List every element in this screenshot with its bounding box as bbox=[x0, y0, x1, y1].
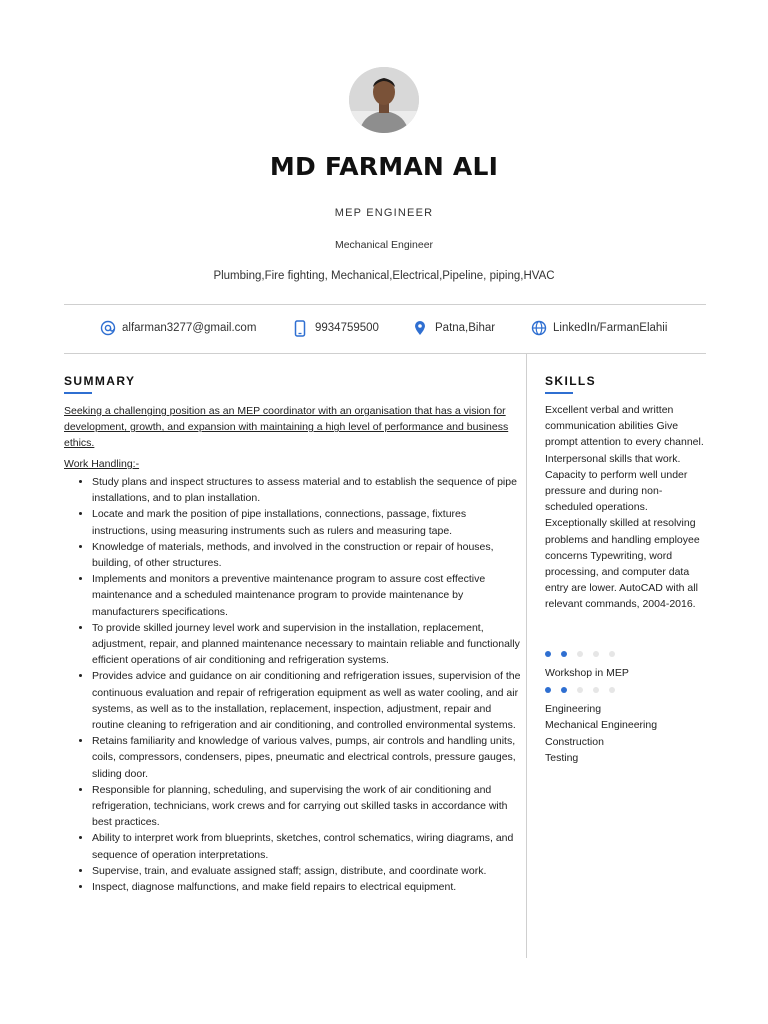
contact-email[interactable] bbox=[100, 319, 256, 337]
profile-photo bbox=[349, 67, 419, 133]
rating-dot bbox=[577, 651, 583, 657]
skills-heading-underline bbox=[545, 392, 573, 394]
duties-list bbox=[76, 474, 524, 895]
skills-heading bbox=[545, 374, 596, 394]
skill-item-testing: Testing bbox=[545, 752, 579, 764]
globe-icon bbox=[531, 320, 547, 336]
workshop-skill: Workshop in MEP bbox=[545, 667, 629, 679]
divider-contact bbox=[64, 353, 706, 354]
rating-dot bbox=[561, 687, 567, 693]
column-divider bbox=[526, 354, 527, 958]
skills-text: Excellent verbal and written communication abilities Give prompt attention to every channel. Interpersonal skills that work. Capacity to perform well under pressure and during non-scheduled operations. Exceptionally skilled at resolving problems and handling employee concerns Typewriting, word processing, and computer data entry are lower. AutoCAD with all relevant commands, 2004-2016. bbox=[545, 404, 704, 611]
summary-heading-text: SUMMARY bbox=[64, 374, 136, 388]
list-item: • Inspect, diagnose malfunctions, and make field repairs to electrical equipment. bbox=[92, 879, 524, 895]
list-item: • Implements and monitors a preventive maintenance program to assure cost effective maintenance and a scheduled maintenance program to provide maintenance by manufacturers specifications. bbox=[92, 571, 524, 620]
location-text: Patna,Bihar bbox=[435, 322, 496, 334]
contact-location bbox=[414, 319, 495, 337]
rating-dot bbox=[609, 687, 615, 693]
list-item: • Responsible for planning, scheduling, and supervising the work of air conditioning and refrigeration, technicians, work crews and for carrying out skilled tasks in accordance with best practices. bbox=[92, 782, 524, 831]
list-item: • Knowledge of materials, methods, and involved in the construction or repair of houses, building, of other structures. bbox=[92, 539, 524, 571]
skill-rating-2 bbox=[545, 687, 615, 693]
skill-item-engineering: Engineering bbox=[545, 703, 602, 715]
skill-item-mechanical-engineering: Mechanical Engineering bbox=[545, 719, 658, 731]
summary-text: Seeking a challenging position as an MEP coordinator with an organisation that has a vision for development, growth, and expansion with maintaining a high level of performance and business ethics. bbox=[64, 405, 509, 450]
rating-dot bbox=[577, 687, 583, 693]
rating-dot bbox=[609, 651, 615, 657]
at-sign-icon bbox=[100, 320, 116, 336]
summary-heading bbox=[64, 374, 135, 394]
job-title: MEP ENGINEER bbox=[334, 207, 434, 219]
rating-dot bbox=[561, 651, 567, 657]
candidate-name: MD FARMAN ALI bbox=[269, 152, 499, 181]
divider-top bbox=[64, 304, 706, 305]
specialties: Plumbing,Fire fighting, Mechanical,Electrical,Pipeline, piping,HVAC bbox=[213, 270, 555, 282]
contact-linkedin[interactable] bbox=[531, 319, 667, 337]
email-text: alfarman3277@gmail.com bbox=[122, 322, 257, 334]
rating-dot bbox=[593, 651, 599, 657]
skills-heading-text: SKILLS bbox=[545, 374, 597, 388]
work-handling-heading: Work Handling:- bbox=[64, 458, 140, 470]
skill-item-construction: Construction bbox=[545, 736, 604, 748]
phone-text: 9934759500 bbox=[315, 322, 379, 334]
map-pin-icon bbox=[414, 320, 426, 336]
list-item: • Locate and mark the position of pipe installations, connections, passage, fixtures instructions, using measuring instruments such as rulers and measuring tape. bbox=[92, 506, 524, 538]
list-item: • To provide skilled journey level work and supervision in the installation, replacement, adjustment, repair, and planned maintenance necessary to maintain reliable and functionally efficient operations of air conditioning and refrigeration systems. bbox=[92, 620, 524, 669]
contact-phone[interactable] bbox=[294, 319, 379, 337]
phone-icon bbox=[294, 320, 306, 337]
list-item: • Provides advice and guidance on air conditioning and refrigeration issues, supervision of the continuous evaluation and repair of refrigeration equipment as well as water cooling, and air systems, as well as to the installation, replacement, inspection, adjustment, repair and routine cleaning to refrigeration and air conditioning, and controlled environmental systems. bbox=[92, 668, 524, 733]
list-item: • Study plans and inspect structures to assess material and to establish the sequence of pipe installations, and to plan installation. bbox=[92, 474, 524, 506]
job-subtitle: Mechanical Engineer bbox=[334, 239, 434, 251]
list-item: • Retains familiarity and knowledge of various valves, pumps, air controls and handling units, coils, compressors, condensers, pipes, pneumatic and electrical controls, pressure gauges, sliding door. bbox=[92, 733, 524, 782]
linkedin-text: LinkedIn/FarmanElahii bbox=[553, 322, 668, 334]
list-item: • Supervise, train, and evaluate assigned staff; assign, distribute, and coordinate work. bbox=[92, 863, 524, 879]
rating-dot bbox=[593, 687, 599, 693]
rating-dot bbox=[545, 651, 551, 657]
list-item: • Ability to interpret work from blueprints, sketches, control schematics, wiring diagrams, and sequence of operation interpretations. bbox=[92, 830, 524, 862]
skill-rating-1 bbox=[545, 651, 615, 657]
summary-heading-underline bbox=[64, 392, 92, 394]
rating-dot bbox=[545, 687, 551, 693]
